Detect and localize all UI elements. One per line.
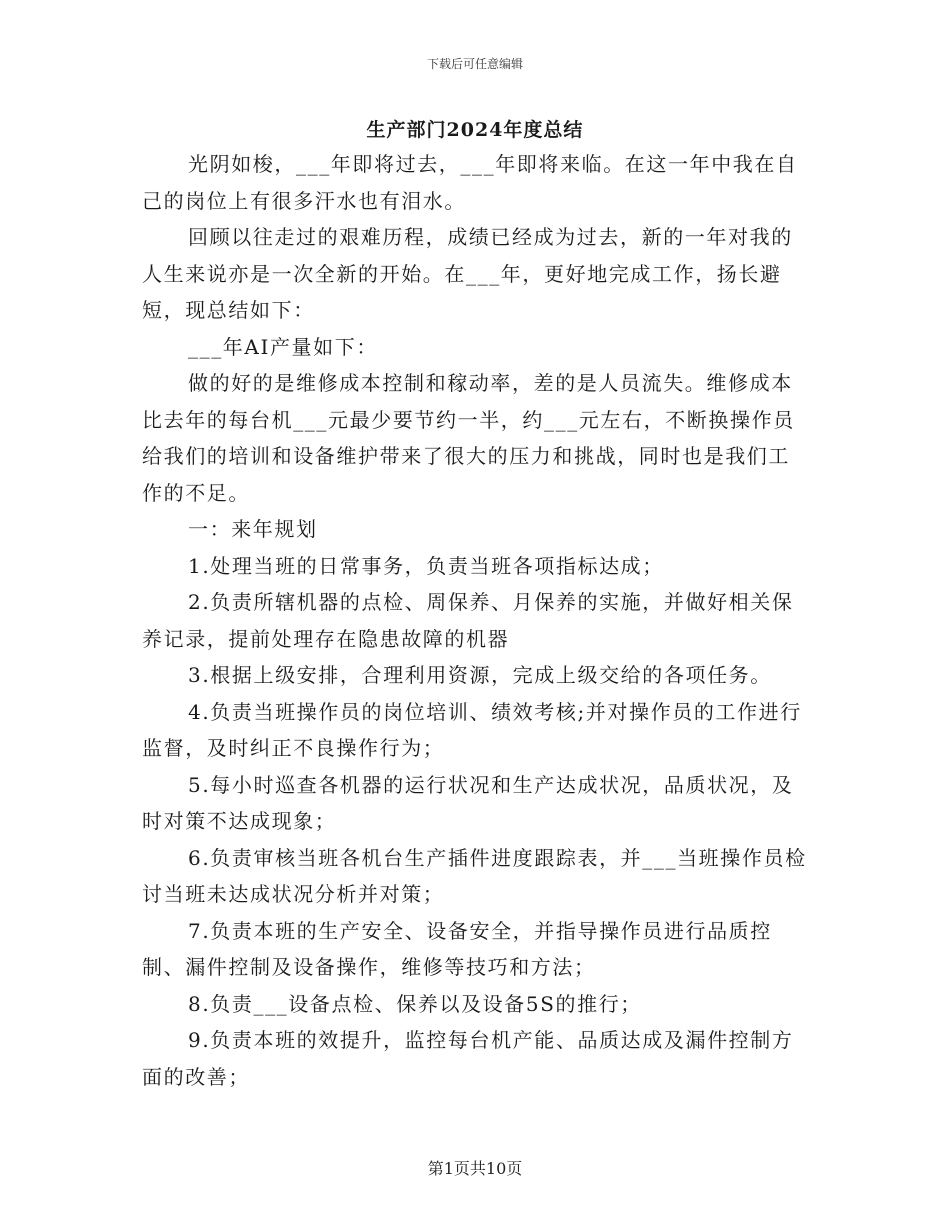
header-note: 下载后可任意编辑 bbox=[426, 57, 523, 71]
paragraph: 光阴如梭，___年即将过去，___年即将来临。在这一年中我在自己的岗位上有很多汗水也有泪水。 bbox=[142, 152, 798, 213]
list-item: 9.负责本班的效提升，监控每台机产能、品质达成及漏件控制方面的改善； bbox=[142, 1028, 794, 1089]
document-body bbox=[142, 146, 810, 1095]
list-item: 4.负责当班操作员的岗位培训、绩效考核;并对操作员的工作进行监督，及时纠正不良操作行为； bbox=[142, 699, 802, 760]
list-item: 2.负责所辖机器的点检、周保养、月保养的实施，并做好相关保养记录，提前处理存在隐患故障的机器 bbox=[142, 590, 794, 651]
list-item: 7.负责本班的生产安全、设备安全，并指导操作员进行品质控制、漏件控制及设备操作，维修等技巧和方法； bbox=[142, 918, 772, 979]
list-item: 3.根据上级安排，合理利用资源，完成上级交给的各项任务。 bbox=[188, 663, 772, 687]
document-title: 生产部门2024年度总结 bbox=[366, 119, 584, 141]
list-item: 6.负责审核当班各机台生产插件进度跟踪表，并___当班操作员检讨当班未达成状况分析并对策； bbox=[142, 845, 807, 906]
list-item: 1.处理当班的日常事务，负责当班各项指标达成； bbox=[188, 553, 664, 578]
paragraph: 回顾以往走过的艰难历程，成绩已经成为过去，新的一年对我的人生来说亦是一次全新的开始。在___年，更好地完成工作，扬长避短，现总结如下： bbox=[142, 225, 793, 322]
page-footer: 第1页共10页 bbox=[427, 1159, 523, 1178]
paragraph: 做的好的是维修成本控制和稼动率，差的是人员流失。维修成本比去年的每台机___元最少要节约一半，约___元左右，不断换操作员给我们的培训和设备维护带来了很大的压力和挑战，同时也是我们工作的不足。 bbox=[142, 371, 795, 505]
section-heading: 一：来年规划 bbox=[188, 517, 318, 541]
list-item: 5.每小时巡查各机器的运行状况和生产达成状况，品质状况，及时对策不达成现象； bbox=[142, 772, 794, 833]
paragraph: ___年AI产量如下： bbox=[188, 334, 378, 359]
list-item: 8.负责___设备点检、保养以及设备5S的推行； bbox=[188, 991, 642, 1016]
